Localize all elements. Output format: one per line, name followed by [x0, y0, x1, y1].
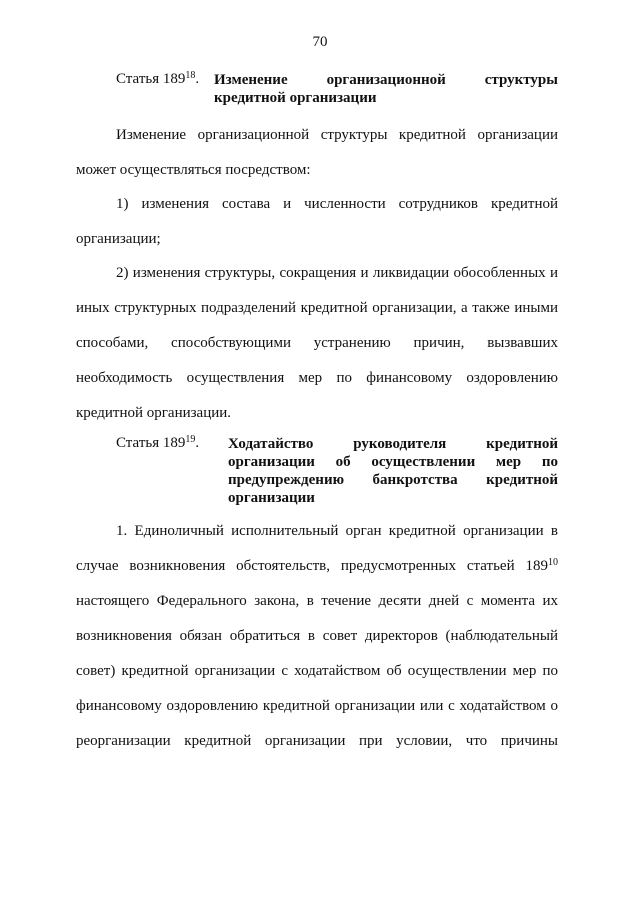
paragraph-intro: Изменение организационной структуры кредитной организации может осуществляться посредством:	[76, 127, 558, 178]
paragraph-point-1	[76, 514, 558, 759]
article-title: Изменение организационной структуры кредитной организации	[214, 72, 558, 106]
article-ref-sup: 10	[548, 557, 558, 568]
article-label	[116, 71, 214, 107]
paragraph-item-1: 1) изменения состава и численности сотрудников кредитной организации;	[76, 196, 558, 247]
article-label-sup: 19	[185, 434, 196, 445]
article-title: Ходатайство руководителя кредитной организации об осуществлении мер по предупреждению банкротства кредитной организации	[228, 436, 558, 506]
paragraph-item-2: 2) изменения структуры, сокращения и ликвидации обособленных и иных структурных подразделений кредитной организации, а также иными способами, способствующими устранению причин, вызвавших необходимость осуществления мер по финансовому оздоровлению кредитной организации.	[76, 265, 558, 421]
paragraph-text-after-ref: настоящего Федерального закона, в течение десяти дней с момента их возникновения обязан обратиться в совет директоров (наблюдательный совет) кредитной организации с ходатайством об осуществлении мер по финансовому оздоровлению кредитной организации или с ходатайством о реорганизации кредитной организации при условии, что причины	[76, 593, 558, 749]
article-label-suffix: .	[195, 435, 200, 451]
article-label-sup: 18	[185, 70, 196, 81]
article-label	[116, 435, 228, 507]
article-label-text: Статья 189	[116, 435, 186, 451]
paragraph-text-before-ref: 1. Единоличный исполнительный орган кредитной организации в случае возникновения обстоятельств, предусмотренных статьей 189	[76, 523, 558, 574]
article-heading-189-19	[116, 435, 558, 507]
page-number: 70	[312, 34, 328, 50]
article-label-text: Статья 189	[116, 71, 186, 87]
article-heading-189-18	[116, 71, 558, 107]
article-label-suffix: .	[195, 71, 200, 87]
